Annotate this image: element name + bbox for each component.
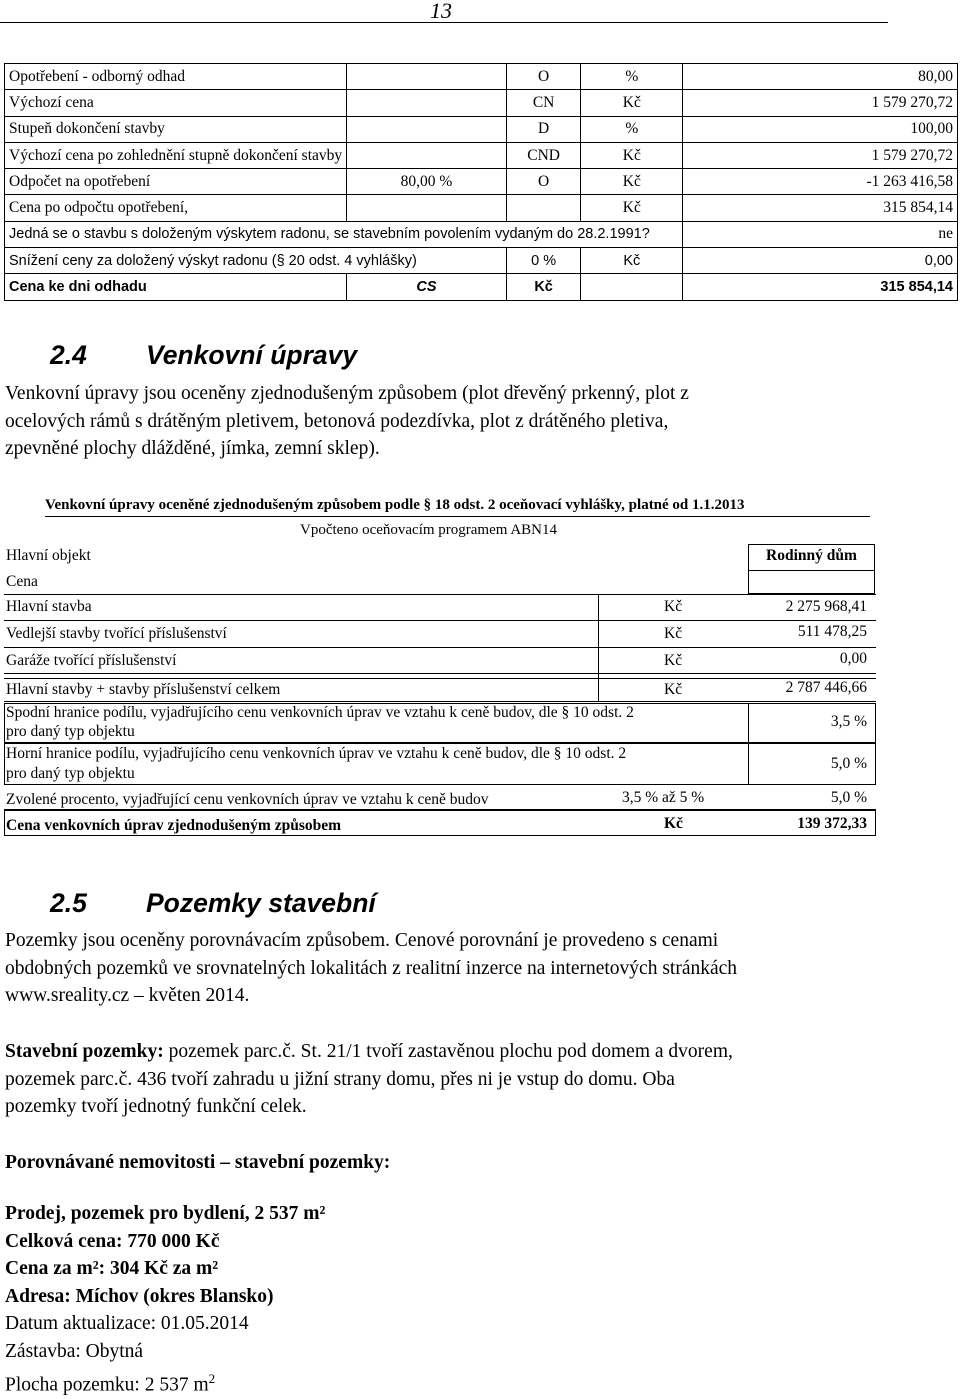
- section-heading-2-5: [50, 888, 376, 919]
- caption-underline: [45, 516, 870, 517]
- grid-line: [4, 620, 876, 621]
- row-value: 1 579 270,72: [683, 142, 958, 168]
- outdoor-table-subcaption: Vpočteno oceňovacím programem ABN14: [300, 522, 558, 538]
- paragraph-line: pozemky tvoří jednotný funkční celek.: [5, 1096, 307, 1117]
- row-label: Cena po odpočtu opotřebení,: [5, 195, 347, 221]
- lower-bound-value: 3,5 %: [830, 713, 867, 730]
- building-plots-paragraph: [5, 1038, 733, 1121]
- listing-title: Prodej, pozemek pro bydlení, 2 537 m²: [5, 1203, 326, 1224]
- paragraph-line: zpevněné plochy dlážděné, jímka, zemní sklep).: [5, 438, 380, 459]
- radon-reduction-value: 0,00: [683, 248, 958, 274]
- table-row-total: [5, 274, 958, 300]
- main-object-label: Hlavní objekt: [6, 547, 91, 564]
- row-value: 511 478,25: [797, 623, 867, 640]
- row-label: Opotřebení - odborný odhad: [5, 64, 347, 90]
- row-value: 315 854,14: [683, 195, 958, 221]
- row-unit: Kč: [664, 652, 683, 669]
- row-mid: 80,00 %: [347, 169, 507, 195]
- table-row: [5, 169, 958, 195]
- row-code: D: [506, 116, 581, 142]
- price-box: [748, 570, 875, 594]
- lower-bound-line2: pro daný typ objektu: [6, 723, 135, 740]
- grid-line: [4, 594, 876, 595]
- paragraph-line: Pozemky jsou oceněny porovnávacím způsobem. Cenové porovnání je provedeno s cenami: [5, 930, 719, 951]
- table-row: [5, 142, 958, 168]
- row-code: [506, 195, 581, 221]
- result-unit: Kč: [664, 815, 683, 832]
- upper-bound-line1: Horní hranice podílu, vyjadřujícího cenu venkovních úprav ve vztahu k ceně budov, dle § 10 odst. 2: [6, 745, 627, 762]
- table-row: [5, 116, 958, 142]
- page-number: 13: [430, 0, 452, 23]
- row-label: Výchozí cena: [5, 90, 347, 116]
- section-2-5-paragraph: [5, 927, 737, 1010]
- table-row: [5, 195, 958, 221]
- main-object-value: Rodinný dům: [766, 547, 857, 564]
- grid-line: [4, 647, 876, 648]
- paragraph-line: pozemek parc.č. 436 tvoří zahradu u jižní strany domu, přes ni je vstup do domu. Oba: [5, 1068, 675, 1090]
- row-mid: [347, 142, 507, 168]
- section-2-4-paragraph: [5, 380, 689, 463]
- upper-bound-value: 5,0 %: [830, 755, 867, 772]
- paragraph-line: [5, 1038, 733, 1066]
- table-row: [5, 64, 958, 90]
- total-label: Cena ke dni odhadu: [5, 274, 347, 300]
- section-heading-2-4: [50, 340, 357, 371]
- row-unit: Kč: [581, 195, 683, 221]
- row-unit: Kč: [581, 142, 683, 168]
- radon-reduction-code: 0 %: [506, 248, 581, 274]
- result-value: 139 372,33: [797, 815, 867, 832]
- row-value: 80,00: [683, 64, 958, 90]
- radon-reduction-unit: Kč: [581, 248, 683, 274]
- grid-line: [4, 673, 876, 674]
- listing-area: [5, 1365, 325, 1399]
- row-unit: Kč: [664, 598, 683, 615]
- chosen-range: 3,5 % až 5 %: [622, 789, 705, 806]
- chosen-label: Zvolené procento, vyjadřující cenu venkovních úprav ve vztahu k ceně budov: [6, 791, 489, 808]
- total-unit: Kč: [506, 274, 581, 300]
- row-value: 2 787 446,66: [785, 679, 867, 696]
- row-value: 0,00: [839, 650, 867, 667]
- row-label: Garáže tvořící příslušenství: [6, 652, 177, 669]
- row-label: Stupeň dokončení stavby: [5, 116, 347, 142]
- listing-total-price: Celková cena: 770 000 Kč: [5, 1230, 220, 1252]
- row-unit: Kč: [581, 169, 683, 195]
- row-code: O: [506, 169, 581, 195]
- total-value: 315 854,14: [683, 274, 958, 300]
- row-code: O: [506, 64, 581, 90]
- grid-line: [4, 678, 876, 679]
- paragraph-line: obdobných pozemků ve srovnatelných lokalitách z realitní inzerce na internetových stránkách: [5, 957, 738, 979]
- row-mid: [347, 195, 507, 221]
- row-mid: [347, 90, 507, 116]
- lower-bound-line1: Spodní hranice podílu, vyjadřujícího cenu venkovních úprav ve vztahu k ceně budov, dle § 10 odst. 2: [6, 704, 634, 721]
- building-plots-label: Stavební pozemky:: [5, 1041, 164, 1062]
- listing-area-sup: 2: [208, 1371, 216, 1386]
- row-label: Výchozí cena po zohlednění stupně dokončení stavby: [5, 142, 347, 168]
- row-unit: %: [581, 116, 683, 142]
- outdoor-table-caption: Venkovní úpravy oceněné zjednodušeným způsobem podle § 18 odst. 2 oceňovací vyhlášky, platné od 1.1.2013: [45, 497, 745, 513]
- row-label: Odpočet na opotřebení: [5, 169, 347, 195]
- price-label: Cena: [6, 573, 38, 590]
- radon-reduction-label: Snížení ceny za doložený výskyt radonu (§ 20 odst. 4 vyhlášky): [5, 248, 507, 274]
- row-mid: [347, 116, 507, 142]
- upper-bound-line2: pro daný typ objektu: [6, 765, 135, 782]
- section-title: Pozemky stavební: [146, 888, 376, 918]
- building-plots-text: pozemek parc.č. St. 21/1 tvoří zastavěnou plochu pod domem a dvorem,: [163, 1041, 733, 1062]
- result-label: Cena venkovních úprav zjednodušeným způsobem: [6, 817, 342, 834]
- listing-area-text: Plocha pozemku: 2 537 m: [5, 1374, 209, 1396]
- row-value: 100,00: [683, 116, 958, 142]
- table-row: [5, 221, 958, 247]
- row-unit: %: [581, 64, 683, 90]
- valuation-table: [4, 63, 958, 301]
- row-label: Hlavní stavby + stavby příslušenství celkem: [6, 681, 281, 698]
- row-value: 1 579 270,72: [683, 90, 958, 116]
- table-row: [5, 248, 958, 274]
- row-code: CND: [506, 142, 581, 168]
- listing-block: [5, 1200, 325, 1399]
- section-title: Venkovní úpravy: [146, 340, 358, 370]
- row-unit: Kč: [664, 681, 683, 698]
- row-unit: Kč: [581, 90, 683, 116]
- row-unit: Kč: [664, 625, 683, 642]
- total-code: CS: [347, 274, 507, 300]
- table-row: [5, 90, 958, 116]
- listing-price-per-m2: Cena za m²: 304 Kč za m²: [5, 1258, 219, 1279]
- row-label: Hlavní stavba: [6, 598, 92, 615]
- row-mid: [347, 64, 507, 90]
- section-number: 2.5: [50, 888, 87, 918]
- grid-line: [4, 701, 876, 702]
- listing-address: Adresa: Míchov (okres Blansko): [5, 1285, 274, 1307]
- total-spacer: [581, 274, 683, 300]
- paragraph-line: ocelových rámů s drátěným pletivem, betonová podezdívka, plot z drátěného pletiva,: [5, 410, 669, 432]
- listing-updated: Datum aktualizace: 01.05.2014: [5, 1313, 249, 1334]
- result-box: [4, 810, 876, 836]
- row-value: 2 275 968,41: [785, 598, 867, 615]
- chosen-value: 5,0 %: [830, 789, 867, 806]
- paragraph-line: Venkovní úpravy jsou oceněny zjednodušeným způsobem (plot dřevěný prkenný, plot z: [5, 383, 689, 404]
- grid-vline: [598, 594, 599, 701]
- row-value: -1 263 416,58: [683, 169, 958, 195]
- compared-heading: Porovnávané nemovitosti – stavební pozemky:: [5, 1152, 391, 1173]
- radon-answer: ne: [683, 221, 958, 247]
- header-rule: [0, 22, 888, 23]
- row-code: CN: [506, 90, 581, 116]
- listing-development: Zástavba: Obytná: [5, 1340, 144, 1362]
- row-label: Vedlejší stavby tvořící příslušenství: [6, 625, 227, 642]
- paragraph-line: www.sreality.cz – květen 2014.: [5, 985, 250, 1006]
- section-number: 2.4: [50, 340, 87, 370]
- radon-question: Jedná se o stavbu s doloženým výskytem radonu, se stavebním povolením vydaným do 28.2.1991?: [5, 221, 683, 247]
